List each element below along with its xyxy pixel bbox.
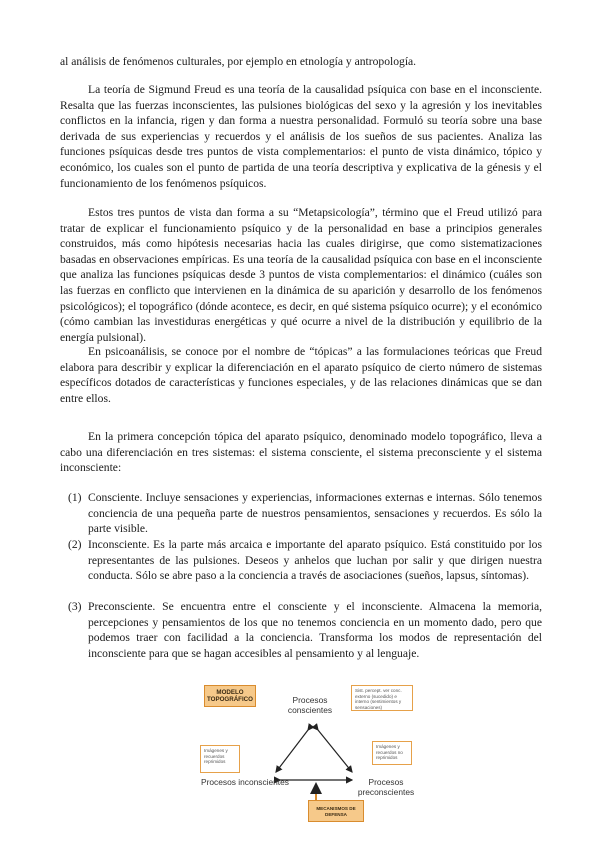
list-item-unconscious: Inconsciente. Es la parte más arcaica e importante del aparato psíquico. Está constituido por los representantes de las pulsiones. Deseos y anhelos que luchan por salir y que dirigen nuestra conducta. Sólo se abre paso a la conciencia a través de asociaciones (sueños, lapsus, síntomas). <box>88 538 542 583</box>
figure-title: MODELO TOPOGRÁFICO <box>204 685 256 707</box>
paragraph-metapsychology: Estos tres puntos de vista dan forma a su “Metapsicología”, término que el Freud utilizó para tratar de explicar el funcionamiento psíquico y de la personalidad en base a principios generales construidos, más como hipótesis necesarias hacia las cuales dirigirse, que como sistematizaciones basadas en observaciones empíricas. Es una teoría de la causalidad psíquica con base en el inconsciente que analiza las funciones psíquicas desde 3 puntos de vista complementarios: el dinámico (cuáles son las fuerzas en conflicto que intervienen en la dinámica de su aparición y desarrollo de los fenómenos psicológicos); el topográfico (dónde acontece, es decir, en qué sistema psíquico ocurre); y el económico (cómo cambian las investiduras energéticas y qué ocurre a nivel de la distribución y equilibrio de la energía pulsional). <box>60 206 542 344</box>
list-number: (2) <box>68 538 82 551</box>
list-number: (3) <box>68 600 82 613</box>
label-preconscious: Procesos preconscientes <box>357 777 415 797</box>
paragraph-0: al análisis de fenómenos culturales, por ejemplo en etnología y antropología. <box>60 55 417 68</box>
list-item-conscious: Consciente. Incluye sensaciones y experiencias, informaciones externas e internas. Sólo tenemos conciencia de una pequeña parte de nuestros pensamientos, sensaciones y recuerdos. Es sólo la parte visible. <box>88 491 542 536</box>
paragraph-first-topic: En la primera concepción tópica del aparato psíquico, denominado modelo topográfico, lleva a cabo una diferenciación en tres sistemas: el sistema consciente, el sistema preconsciente y el sistema inconsciente: <box>60 430 542 475</box>
box-repressed: Imágenes y recuerdos reprimidos <box>200 745 240 773</box>
label-unconscious: Procesos inconscientes <box>201 777 289 787</box>
arrow-conscious-to-preconscious <box>318 730 352 772</box>
list-number: (1) <box>68 491 82 504</box>
label-conscious: Procesos conscientes <box>287 695 333 715</box>
paragraph-freud-theory: La teoría de Sigmund Freud es una teoría de la causalidad psíquica con base en el inconsciente. Resalta que las fuerzas inconscientes, las pulsiones biológicas del sexo y la agresión y los inevitables conflictos en la infancia, rigen y dan forma a nuestra personalidad. Formuló su teoría sobre una base derivada de sus experiencias y recuerdos y el análisis de los sueños de sus pacientes. Analiza las funciones psíquicas desde tres puntos de vista complementarios: el punto de vista dinámico, tópico y económico, los cuales son el punto de partida de una teoría descriptiva y explicativa de la génesis y el funcionamiento de los fenómenos psíquicos. <box>60 83 542 190</box>
list-item-preconscious: Preconsciente. Se encuentra entre el consciente y el inconsciente. Almacena la memoria, percepciones y pensamientos de los que no tenemos conciencia en un momento dado, pero que podemos traer con facilidad a la conciencia. Transforma los modos de representación del inconsciente para que se hagan accesibles al pensamiento y al lenguaje. <box>88 600 542 660</box>
arrow-conscious-to-unconscious <box>276 730 308 772</box>
topographic-model-figure <box>196 680 416 845</box>
box-not-repressed: Imágenes y recuerdos no reprimidos <box>372 741 412 765</box>
defense-mechanisms-box: MECANISMOS DE DEFENSA <box>308 800 364 822</box>
paragraph-topicas: En psicoanálisis, se conoce por el nombre de “tópicas” a las formulaciones teóricas que Freud elabora para describir y explicar la diferenciación en el aparato psíquico de cierto número de sistemas específicos dotados de características y funciones especiales, y de las relaciones dinámicas que se dan entre ellos. <box>60 345 542 405</box>
box-perception-system: Sist. percept. ver conc. externo (sucedido) e interno (sentimientos y sensaciones) <box>351 685 413 711</box>
